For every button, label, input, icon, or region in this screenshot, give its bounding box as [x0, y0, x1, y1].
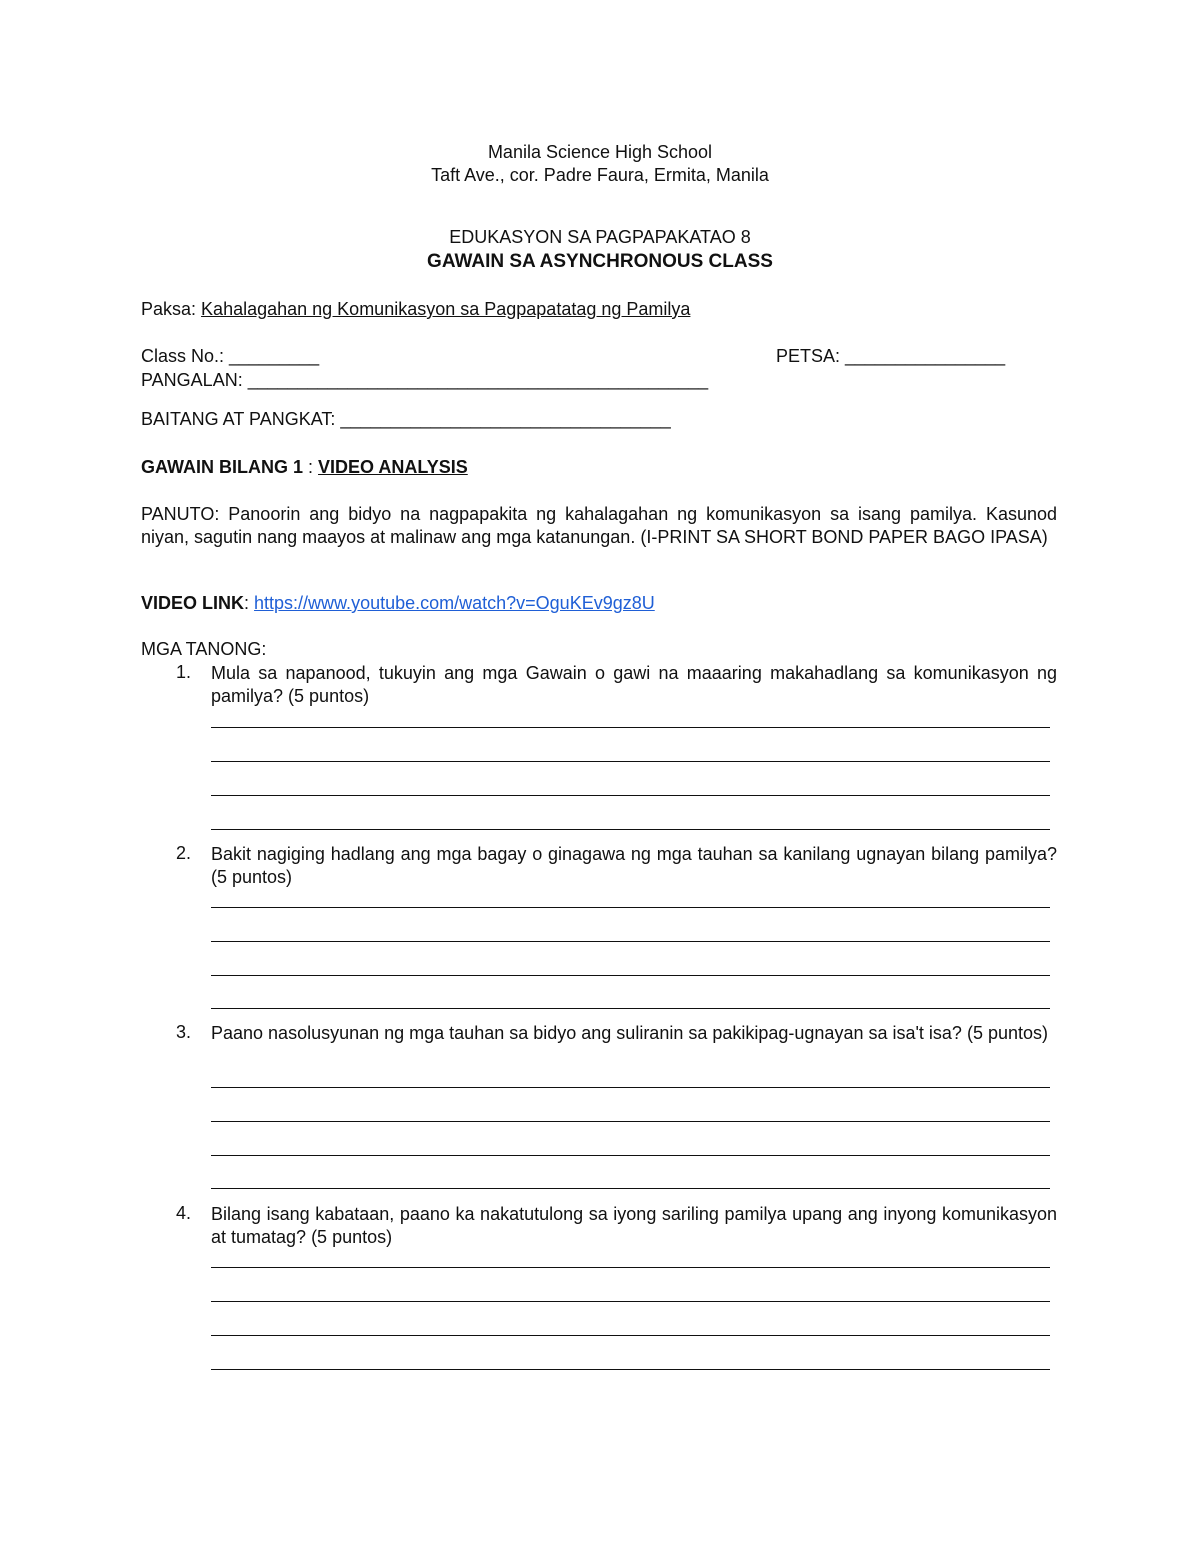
answer-line[interactable]	[211, 829, 1050, 830]
questions-heading: MGA TANONG:	[141, 639, 267, 659]
answer-line[interactable]	[211, 727, 1050, 728]
answer-line[interactable]	[211, 1155, 1050, 1156]
answer-line[interactable]	[211, 941, 1050, 942]
answer-line[interactable]	[211, 975, 1050, 976]
activity-value: VIDEO ANALYSIS	[318, 457, 468, 477]
video-link-separator: :	[244, 593, 255, 613]
question-text: Bilang isang kabataan, paano ka nakatutulong sa iyong sariling pamilya upang ang inyong komunikasyon at tumatag? (5 puntos)	[211, 1204, 1057, 1247]
worksheet-title: GAWAIN SA ASYNCHRONOUS CLASS	[427, 251, 773, 272]
school-name: Manila Science High School	[487, 142, 713, 162]
subject-title: EDUKASYON SA PAGPAPAKATAO 8	[449, 227, 751, 247]
topic-line	[141, 299, 690, 320]
question-number: 3.	[176, 1022, 192, 1042]
answer-line[interactable]	[211, 795, 1050, 796]
class-no-field[interactable]: Class No.: _________	[141, 346, 320, 366]
answer-line[interactable]	[211, 1301, 1050, 1302]
question-number: 4.	[176, 1203, 192, 1223]
topic-value: Kahalagahan ng Komunikasyon sa Pagpapatatag ng Pamilya	[201, 299, 691, 319]
answer-line[interactable]	[211, 1188, 1050, 1189]
answer-line[interactable]	[211, 1369, 1050, 1370]
answer-line[interactable]	[211, 1087, 1050, 1088]
answer-line[interactable]	[211, 907, 1050, 908]
answer-line[interactable]	[211, 1121, 1050, 1122]
baitang-field[interactable]: BAITANG AT PANGKAT: _________________________________	[141, 409, 671, 429]
answer-line[interactable]	[211, 1335, 1050, 1336]
question-text: Paano nasolusyunan ng mga tauhan sa bidyo ang suliranin sa pakikipag-ugnayan sa isa't isa? (5 puntos)	[211, 1023, 1048, 1043]
answer-line[interactable]	[211, 761, 1050, 762]
answer-line[interactable]	[211, 1008, 1050, 1009]
instructions: PANUTO: Panoorin ang bidyo na nagpapakita ng kahalagahan ng komunikasyon sa isang pamilya. Kasunod niyan, sagutin nang maayos at malinaw ang mga katanungan. (I-PRINT SA SHORT BOND PAPER BAGO IPASA)	[141, 504, 1057, 547]
petsa-field[interactable]: PETSA: ________________	[776, 346, 1006, 366]
question-number: 2.	[176, 843, 192, 863]
video-link-label: VIDEO LINK	[141, 593, 245, 613]
video-link[interactable]: https://www.youtube.com/watch?v=OguKEv9gz8U	[254, 593, 655, 613]
activity-heading	[141, 457, 468, 478]
question-number: 1.	[176, 662, 192, 682]
answer-line[interactable]	[211, 1267, 1050, 1268]
question-text: Mula sa napanood, tukuyin ang mga Gawain o gawi na maaaring makahadlang sa komunikasyon ng pamilya? (5 puntos)	[211, 663, 1057, 706]
activity-label: GAWAIN BILANG 1	[141, 457, 304, 477]
school-address: Taft Ave., cor. Padre Faura, Ermita, Manila	[431, 165, 769, 185]
video-link-line	[141, 593, 655, 614]
pangalan-field[interactable]: PANGALAN: ______________________________________________	[141, 370, 709, 390]
activity-separator: :	[303, 457, 319, 477]
question-text: Bakit nagiging hadlang ang mga bagay o ginagawa ng mga tauhan sa kanilang ugnayan bilang pamilya? (5 puntos)	[211, 844, 1057, 887]
topic-label: Paksa:	[141, 299, 197, 319]
